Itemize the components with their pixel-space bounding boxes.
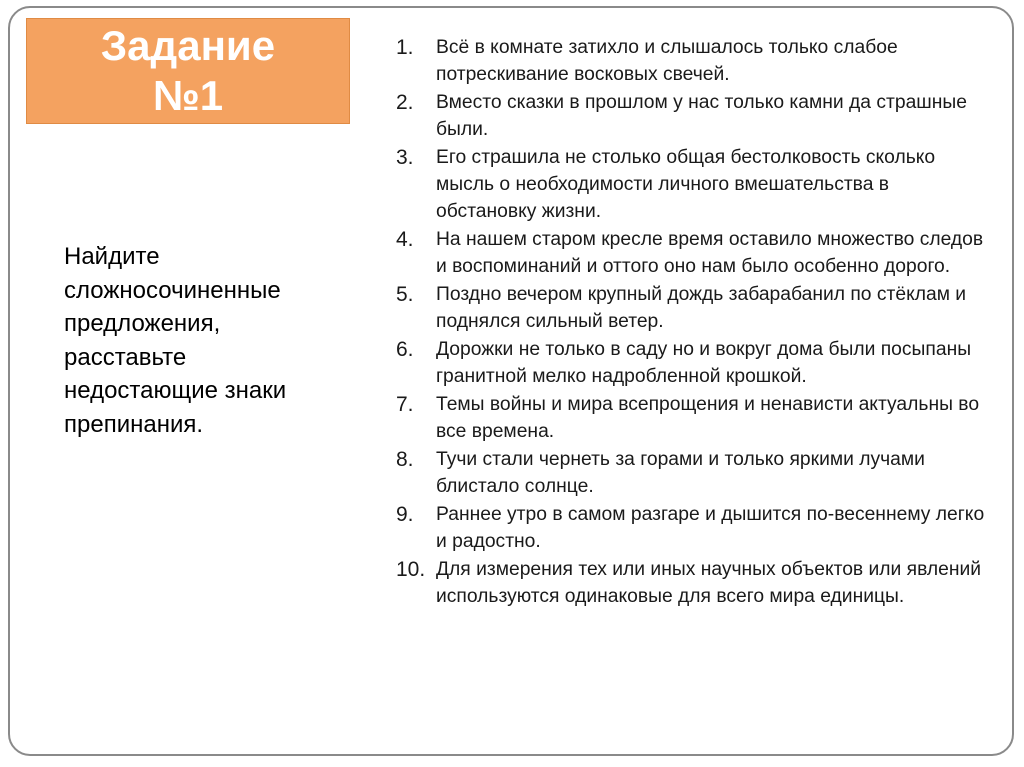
task-number: 8. [396, 448, 414, 471]
list-item [396, 446, 986, 500]
instructions-text: Найдите сложносочиненные предложения, расставьте недостающие знаки препинания. [64, 243, 287, 438]
task-number: 5. [396, 283, 414, 306]
task-number: 2. [396, 91, 414, 114]
task-text: Дорожки не только в саду но и вокруг дома были посыпаны гранитной мелко надробленной крошкой. [436, 339, 972, 387]
task-number: 9. [396, 503, 414, 526]
task-text: Вместо сказки в прошлом у нас только камни да страшные были. [436, 92, 967, 140]
task-list [396, 34, 986, 611]
task-number: 1. [396, 36, 414, 59]
task-number: 6. [396, 338, 414, 361]
task-number: 3. [396, 146, 414, 169]
list-item [396, 501, 986, 555]
list-item [396, 34, 986, 88]
task-text: Всё в комнате затихло и слышалось только слабое потрескивание восковых свечей. [436, 37, 898, 85]
task-number: 4. [396, 228, 414, 251]
list-item [396, 556, 986, 610]
list-item [396, 226, 986, 280]
task-text: Темы войны и мира всепрощения и ненависти актуальны во все времена. [436, 394, 980, 442]
task-number: 7. [396, 393, 414, 416]
task-text: Раннее утро в самом разгаре и дышится по-весеннему легко и радостно. [436, 504, 985, 552]
title-line-2: №1 [152, 72, 224, 119]
list-item [396, 89, 986, 143]
list-item [396, 281, 986, 335]
list-item [396, 144, 986, 225]
list-item [396, 336, 986, 390]
task-number: 10. [396, 558, 426, 581]
task-text: Тучи стали чернеть за горами и только яркими лучами блистало солнце. [436, 449, 925, 497]
title-box [26, 18, 350, 124]
task-text: Поздно вечером крупный дождь забарабанил по стёклам и поднялся сильный ветер. [436, 284, 967, 332]
task-text: Его страшила не столько общая бестолковость сколько мысль о необходимости личного вмешательства в обстановку жизни. [436, 147, 936, 222]
task-text: Для измерения тех или иных научных объектов или явлений используются одинаковые для всего мира единицы. [436, 559, 982, 607]
task-text: На нашем старом кресле время оставило множество следов и воспоминаний и оттого оно нам было особенно дорого. [436, 229, 984, 277]
list-item [396, 391, 986, 445]
title-line-1: Задание [100, 22, 276, 69]
